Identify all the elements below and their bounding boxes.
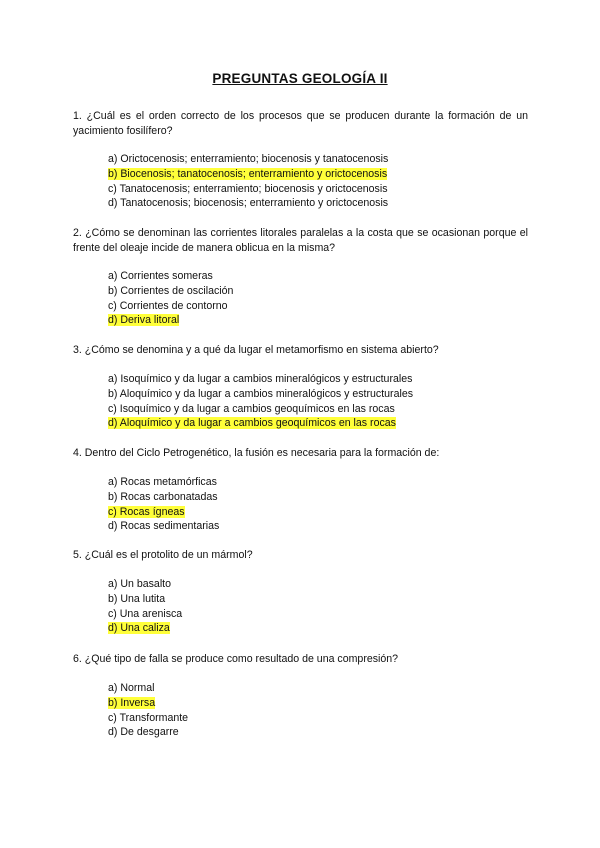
option-4d: d) Rocas sedimentarias — [108, 520, 220, 533]
highlighted-answer: d) Una caliza — [108, 622, 170, 635]
option-6a: a) Normal — [108, 682, 155, 694]
option-2b: b) Corrientes de oscilación — [108, 284, 234, 297]
option-3c: c) Isoquímico y da lugar a cambios geoquímicos en las rocas — [108, 402, 395, 415]
option-1a: a) Orictocenosis; enterramiento; biocenosis y tanatocenosis — [108, 153, 389, 165]
option-3b: b) Aloquímico y da lugar a cambios mineralógicos y estructurales — [108, 387, 414, 400]
option-6c: c) Transformante — [108, 711, 189, 724]
option-2a: a) Corrientes someras — [108, 270, 213, 282]
highlighted-answer: d) Deriva litoral — [108, 314, 180, 327]
question-6-options — [108, 681, 188, 740]
question-6-text: 6. ¿Qué tipo de falla se produce como resultado de una compresión? — [73, 653, 399, 665]
question-3-text: 3. ¿Cómo se denomina y a qué da lugar el metamorfismo en sistema abierto? — [73, 344, 439, 356]
option-6d: d) De desgarre — [108, 726, 179, 739]
question-4-options — [108, 475, 219, 534]
option-1b — [108, 167, 388, 182]
option-1c: c) Tanatocenosis; enterramiento; biocenosis y orictocenosis — [108, 182, 388, 195]
question-3-options — [108, 372, 413, 431]
question-5-options — [108, 577, 182, 636]
option-5b: b) Una lutita — [108, 592, 166, 605]
question-4-text: 4. Dentro del Ciclo Petrogenético, la fusión es necesaria para la formación de: — [73, 447, 440, 459]
option-4b: b) Rocas carbonatadas — [108, 490, 218, 503]
question-2-options — [108, 269, 233, 328]
question-5-text: 5. ¿Cuál es el protolito de un mármol? — [73, 549, 253, 561]
option-2d — [108, 313, 233, 328]
option-5c: c) Una arenisca — [108, 607, 183, 620]
option-3d — [108, 416, 413, 431]
highlighted-answer: b) Inversa — [108, 696, 156, 709]
option-4a: a) Rocas metamórficas — [108, 476, 217, 488]
highlighted-answer: c) Rocas ígneas — [108, 505, 185, 518]
option-2c: c) Corrientes de contorno — [108, 299, 228, 312]
option-5a: a) Un basalto — [108, 578, 172, 590]
question-1-text: 1. ¿Cuál es el orden correcto de los procesos que se producen durante la formación de un yacimiento fosilífero? — [73, 110, 528, 137]
option-1d: d) Tanatocenosis; biocenosis; enterramiento y orictocenosis — [108, 197, 389, 210]
highlighted-answer: b) Biocenosis; tanatocenosis; enterramiento y orictocenosis — [108, 167, 388, 180]
option-3a: a) Isoquímico y da lugar a cambios mineralógicos y estructurales — [108, 373, 413, 385]
question-1-options — [108, 152, 388, 211]
option-5d — [108, 621, 182, 636]
option-6b — [108, 696, 188, 711]
page-title: PREGUNTAS GEOLOGÍA II — [212, 71, 388, 86]
question-2-text: 2. ¿Cómo se denominan las corrientes litorales paralelas a la costa que se ocasionan porque el frente del oleaje incide de manera oblicua en la misma? — [73, 227, 528, 254]
option-4c — [108, 505, 219, 520]
highlighted-answer: d) Aloquímico y da lugar a cambios geoquímicos en las rocas — [108, 417, 396, 430]
